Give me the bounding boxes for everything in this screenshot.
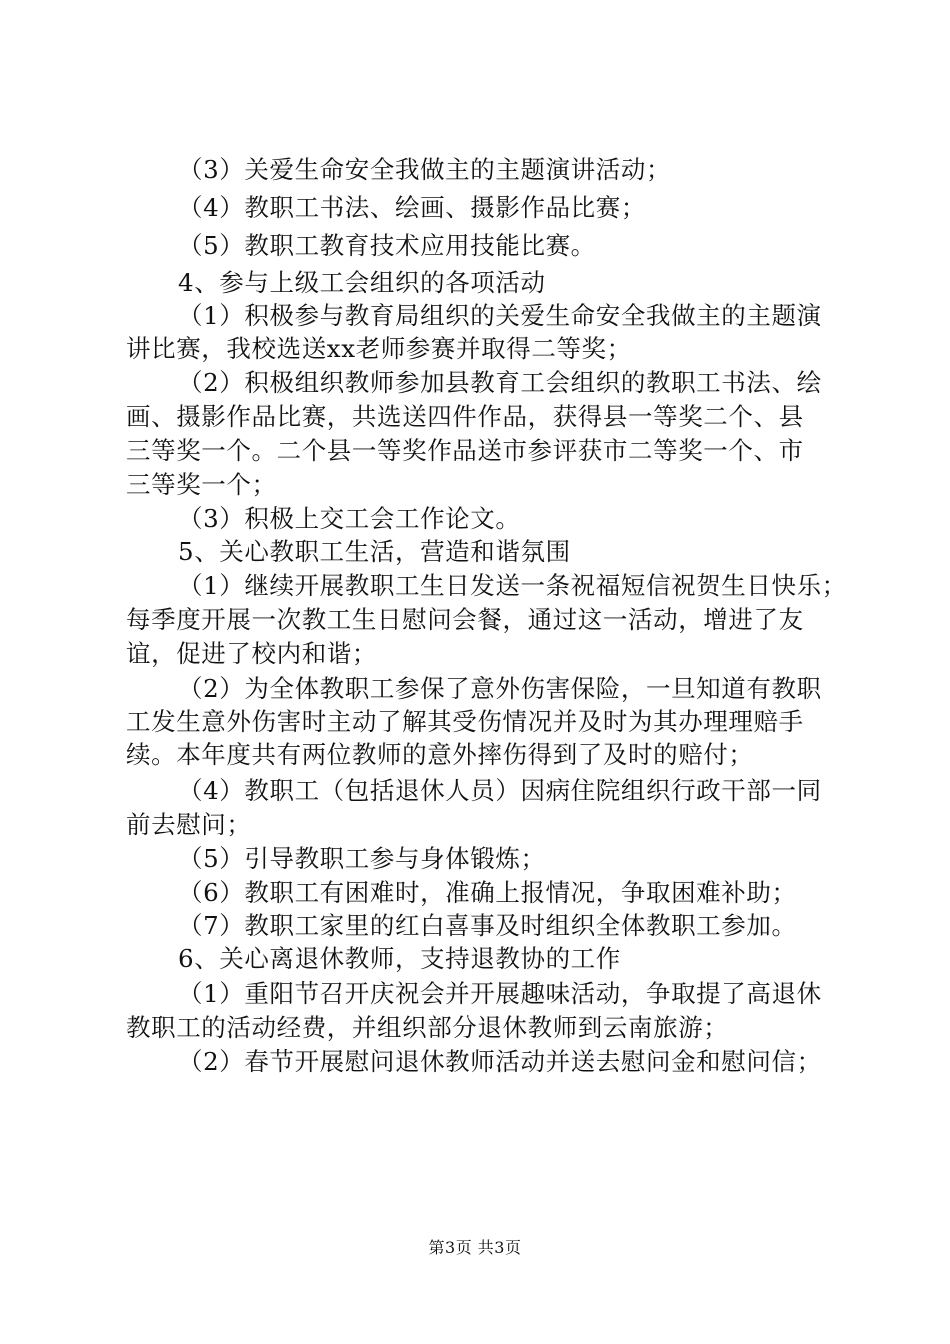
text-line: （1）重阳节召开庆祝会并开展趣味活动，争取提了高退休 bbox=[178, 979, 822, 1008]
text-line: （3）积极上交工会工作论文。 bbox=[178, 504, 521, 533]
text-line: 工发生意外伤害时主动了解其受伤情况并及时为其办理理赔手 bbox=[126, 707, 804, 736]
text-line: （4）教职工书法、绘画、摄影作品比赛； bbox=[178, 193, 646, 222]
text-line: 讲比赛，我校选送xx老师参赛并取得二等奖； bbox=[126, 334, 632, 363]
text-line: （3）关爱生命安全我做主的主题演讲活动； bbox=[178, 155, 672, 184]
text-line: 谊，促进了校内和谐； bbox=[126, 639, 377, 668]
text-line: 4、参与上级工会组织的各项活动 bbox=[178, 268, 546, 297]
text-line: 5、关心教职工生活，营造和谐氛围 bbox=[178, 537, 571, 566]
text-line: 三等奖一个； bbox=[126, 470, 277, 499]
text-line: 续。本年度共有两位教师的意外摔伤得到了及时的赔付； bbox=[126, 740, 754, 769]
text-line: （1）继续开展教职工生日发送一条祝福短信祝贺生日快乐； bbox=[178, 571, 847, 600]
text-line: （5）引导教职工参与身体锻炼； bbox=[178, 844, 546, 873]
text-line: （1）积极参与教育局组织的关爱生命安全我做主的主题演 bbox=[178, 301, 822, 330]
page-footer: 第3页 共3页 bbox=[428, 1238, 522, 1257]
text-line: （5）教职工教育技术应用技能比赛。 bbox=[178, 231, 596, 260]
text-line: 前去慰问； bbox=[126, 810, 252, 839]
text-line: 6、关心离退休教师，支持退教协的工作 bbox=[178, 944, 621, 973]
text-line: 三等奖一个。二个县一等奖作品送市参评获市二等奖一个、市 bbox=[126, 436, 804, 465]
text-line: （6）教职工有困难时，准确上报情况，争取困难补助； bbox=[178, 878, 797, 907]
text-line: 每季度开展一次教工生日慰问会餐，通过这一活动，增进了友 bbox=[126, 605, 804, 634]
text-line: （2）春节开展慰问退休教师活动并送去慰问金和慰问信； bbox=[178, 1047, 822, 1076]
text-line: 画、摄影作品比赛，共选送四件作品，获得县一等奖二个、县 bbox=[126, 402, 804, 431]
text-line: （7）教职工家里的红白喜事及时组织全体教职工参加。 bbox=[178, 911, 797, 940]
text-line: （2）积极组织教师参加县教育工会组织的教职工书法、绘 bbox=[178, 368, 822, 397]
text-line: 教职工的活动经费，并组织部分退休教师到云南旅游； bbox=[126, 1013, 729, 1042]
text-line: （2）为全体教职工参保了意外伤害保险，一旦知道有教职 bbox=[178, 674, 822, 703]
text-line: （4）教职工（包括退休人员）因病住院组织行政干部一同 bbox=[178, 776, 822, 805]
